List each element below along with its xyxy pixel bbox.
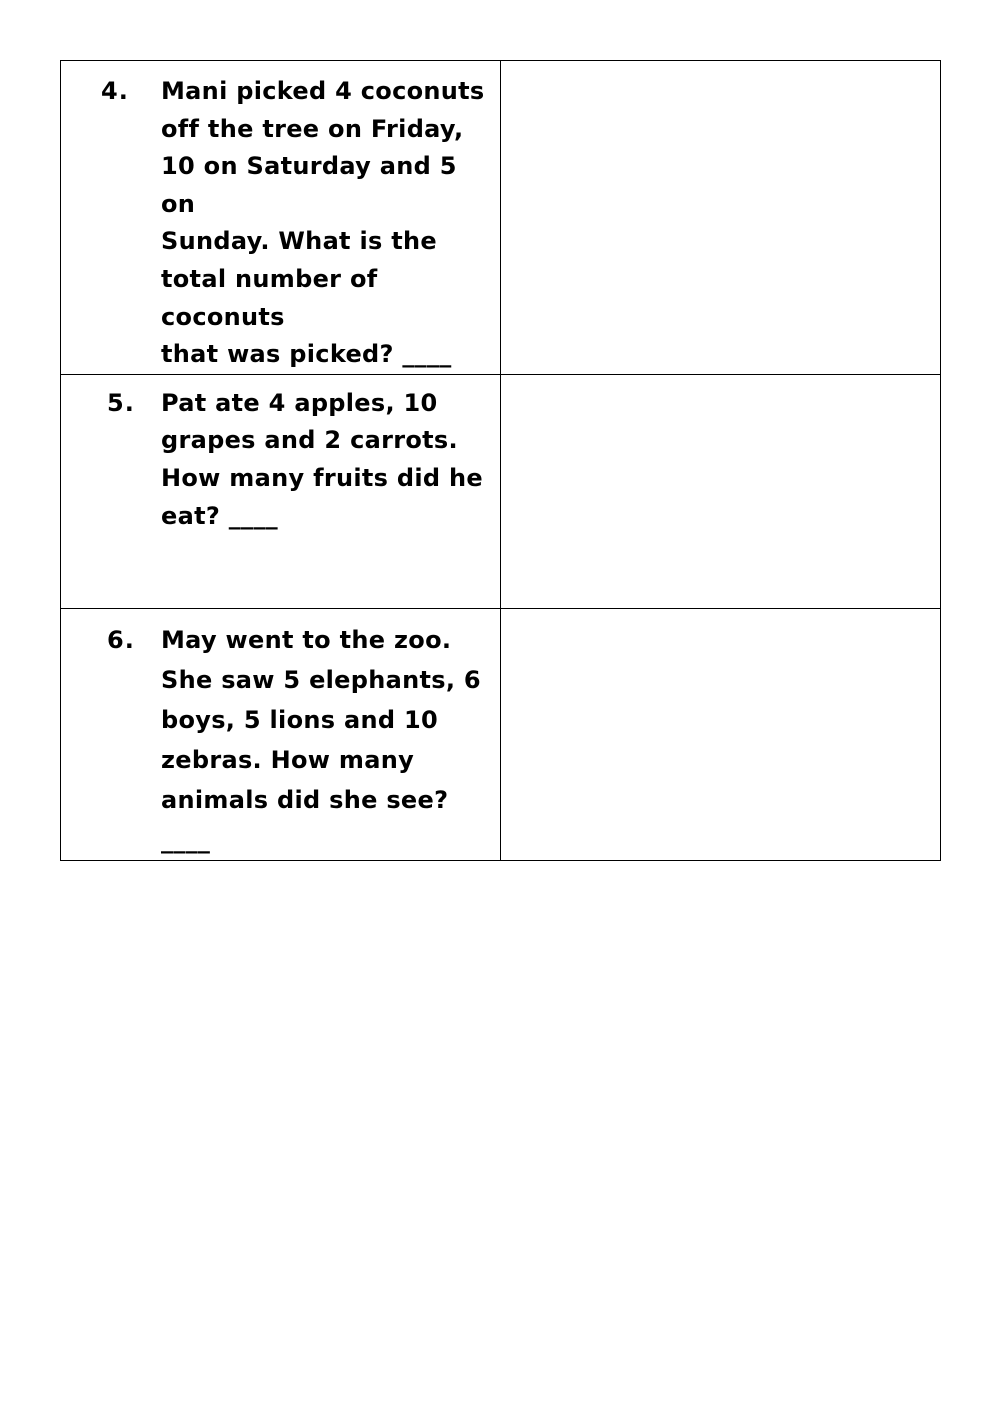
- answer-cell[interactable]: [501, 608, 941, 860]
- answer-cell[interactable]: [501, 61, 941, 375]
- question-number: 6.: [107, 625, 135, 654]
- question-content: [61, 609, 500, 860]
- question-cell: [61, 608, 501, 860]
- question-text: Pat ate 4 apples, 10 grapes and 2 carrots. How many fruits did he eat? ____: [161, 388, 483, 530]
- question-text: May went to the zoo. She saw 5 elephants, 6 boys, 5 lions and 10 zebras. How many animals did she see? ____: [161, 625, 481, 854]
- worksheet-table: [60, 60, 941, 861]
- question-content: [61, 61, 500, 374]
- question-number: 4.: [101, 77, 129, 105]
- answer-cell[interactable]: [501, 374, 941, 608]
- question-row: [61, 608, 941, 860]
- question-row: [61, 61, 941, 375]
- question-number: 5.: [107, 388, 135, 417]
- question-text: Mani picked 4 coconuts off the tree on Friday, 10 on Saturday and 5 on Sunday. What is the total number of coconuts that was picked? ____: [161, 77, 485, 369]
- question-row: [61, 374, 941, 608]
- question-cell: [61, 61, 501, 375]
- question-cell: [61, 374, 501, 608]
- question-content: [61, 375, 500, 535]
